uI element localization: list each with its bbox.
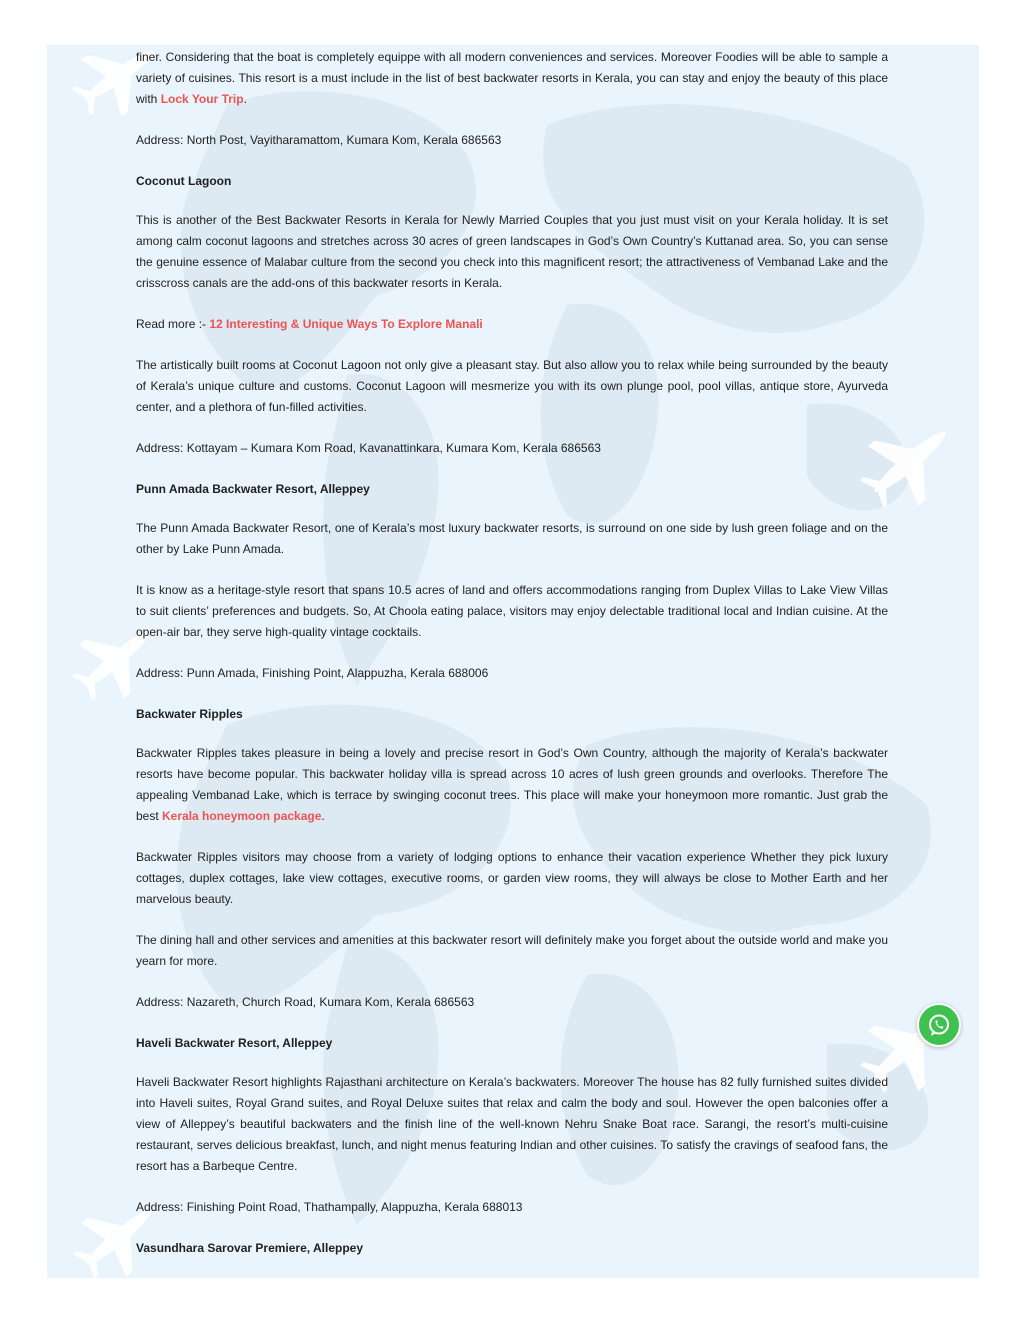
section-heading: Vasundhara Sarovar Premiere, Alleppey <box>136 1241 363 1255</box>
section-heading: Haveli Backwater Resort, Alleppey <box>136 1036 333 1050</box>
paragraph-text: . <box>321 809 325 823</box>
paragraph <box>136 743 888 827</box>
section-heading: Coconut Lagoon <box>136 174 232 188</box>
address-text: Address: Finishing Point Road, Thathampally, Alappuzha, Kerala 688013 <box>136 1200 523 1214</box>
whatsapp-button[interactable] <box>917 1003 961 1047</box>
address-text: Address: North Post, Vayitharamattom, Kumara Kom, Kerala 686563 <box>136 133 502 147</box>
lock-your-trip-link[interactable]: Lock Your Trip <box>160 92 244 106</box>
read-more <box>136 314 888 335</box>
paragraph: This is another of the Best Backwater Resorts in Kerala for Newly Married Couples that you just must visit on your Kerala holiday. It is set among calm coconut lagoons and stretches across 30 acres of green landscapes in God’s Own Country’s Kuttanad area. So, you can sense the genuine essence of Malabar culture from the second you check into this magnificent resort; the attractiveness of Vembanad Lake and the crisscross canals are the add-ons of this backwater resorts in Kerala. <box>136 213 888 290</box>
section-heading: Punn Amada Backwater Resort, Alleppey <box>136 482 370 496</box>
address-text: Address: Kottayam – Kumara Kom Road, Kavanattinkara, Kumara Kom, Kerala 686563 <box>136 441 601 455</box>
read-more-label: Read more :- <box>136 317 210 331</box>
paragraph <box>136 47 888 110</box>
paragraph: The dining hall and other services and amenities at this backwater resort will definitely make you forget about the outside world and make you yearn for more. <box>136 933 888 968</box>
paragraph: The Punn Amada Backwater Resort, one of Kerala’s most luxury backwater resorts, is surround on one side by lush green foliage and on the other by Lake Punn Amada. <box>136 521 888 556</box>
address-text: Address: Nazareth, Church Road, Kumara Kom, Kerala 686563 <box>136 995 475 1009</box>
section-heading: Backwater Ripples <box>136 707 243 721</box>
paragraph: Backwater Ripples visitors may choose from a variety of lodging options to enhance their vacation experience Whether they pick luxury cottages, duplex cottages, lake view cottages, executive rooms, or garden view rooms, they will always be close to Mother Earth and her marvelous beauty. <box>136 850 888 906</box>
paragraph: Haveli Backwater Resort highlights Rajasthani architecture on Kerala’s backwaters. Moreover The house has 82 fully furnished suites divided into Haveli suites, Royal Grand suites, and Royal Deluxe suites that relax and calm the body and soul. However the open balconies offer a view of Alleppey’s beautiful backwaters and the finish line of the well-known Nehru Snake Boat race. Sarangi, the resort’s multi-cuisine restaurant, serves delicious breakfast, lunch, and night menus featuring Indian and other cuisines. To satisfy the cravings of seafood fans, the resort has a Barbeque Centre. <box>136 1075 888 1173</box>
article-body <box>136 47 888 1277</box>
paragraph: The artistically built rooms at Coconut Lagoon not only give a pleasant stay. But also allow you to relax while being surrounded by the beauty of Kerala’s unique culture and customs. Coconut Lagoon will mesmerize you with its own plunge pool, pool villas, antique store, Ayurveda center, and a plethora of fun-filled activities. <box>136 358 888 414</box>
read-more-link[interactable]: 12 Interesting & Unique Ways To Explore Manali <box>209 317 483 331</box>
whatsapp-icon <box>926 1012 952 1038</box>
paragraph-text: finer. Considering that the boat is completely equippe with all modern conveniences and services. Moreover Foodies will be able to sample a variety of cuisines. This resort is a must include in the list of best backwater resorts in Kerala, you can stay and enjoy the beauty of this place with <box>136 50 888 106</box>
paragraph: It is know as a heritage-style resort that spans 10.5 acres of land and offers accommodations ranging from Duplex Villas to Lake View Villas to suit clients’ preferences and budgets. So, At Choola eating palace, visitors may enjoy delectable traditional local and Indian cuisine. At the open-air bar, they serve high-quality vintage cocktails. <box>136 583 888 639</box>
paragraph-text: . <box>243 92 247 106</box>
paragraph-text: Backwater Ripples takes pleasure in being a lovely and precise resort in God’s Own Country, although the majority of Kerala’s backwater resorts have become popular. This backwater holiday villa is spread across 10 acres of lush green grounds and overlooks. Therefore The appealing Vembanad Lake, which is terrace by swinging coconut trees. This place will make your honeymoon more romantic. Just grab the best <box>136 746 888 823</box>
address-text: Address: Punn Amada, Finishing Point, Alappuzha, Kerala 688006 <box>136 666 489 680</box>
kerala-honeymoon-package-link[interactable]: Kerala honeymoon package <box>162 809 322 823</box>
